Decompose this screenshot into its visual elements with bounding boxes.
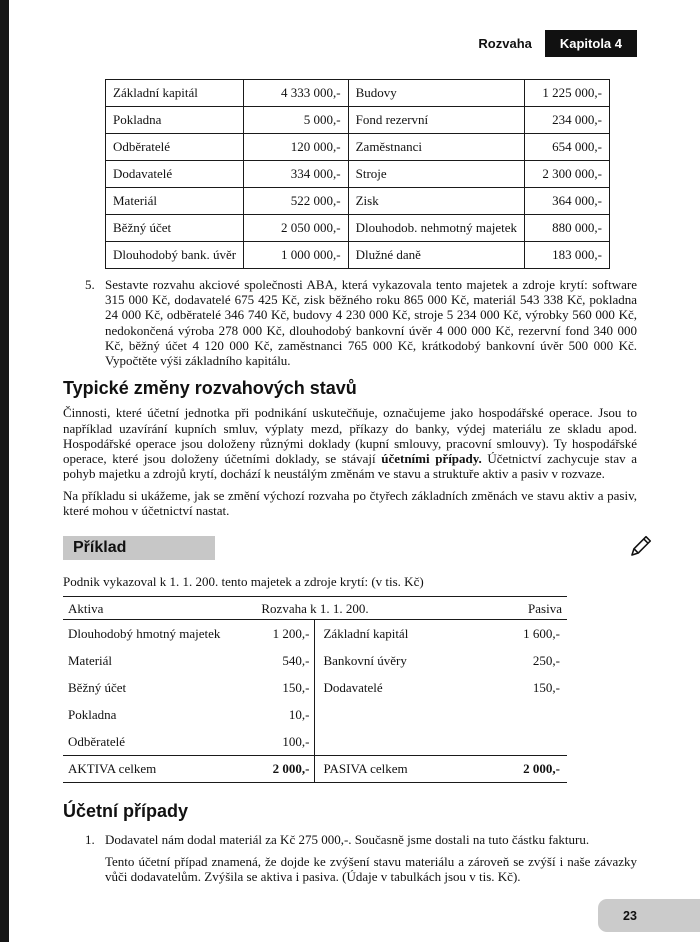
- case-text-line-2: Tento účetní případ znamená, že dojde ke zvýšení stavu materiálu a zároveň se zvýší i naše závazky vůči dodavatelům. Zvýšila se aktiva i pasiva. (Údaje v tabulkách jsou v tis. Kč).: [105, 854, 637, 885]
- case-item-1: [63, 832, 637, 885]
- account-value-cell: 120 000,-: [244, 134, 348, 161]
- table-row: [106, 107, 610, 134]
- rozvaha-header-pasiva: Pasiva: [528, 601, 562, 617]
- section-paragraph-1: [63, 405, 637, 481]
- account-name-cell: Stroje: [348, 161, 524, 188]
- paragraph-text: Činnosti, které účetní jednotka při podnikání uskutečňuje, označujeme jako hospodářské operace. Jsou to například uzavírání kupních smluv, výplaty mezd, příkazy do banky, výdej materiálu ze skladu apod. Hospodářské operace jsou doloženy různými doklady (kupní smlouvy, pracovní smlouvy). Ty hospodářské operace, které jsou doloženy účetními doklady, se stávají: [63, 405, 637, 467]
- account-name-cell: Budovy: [348, 80, 524, 107]
- totals-assets-label: AKTIVA celkem: [63, 755, 234, 782]
- account-name-cell: Odběratelé: [106, 134, 244, 161]
- account-name-cell: Pokladna: [106, 107, 244, 134]
- liability-value-cell: [466, 701, 567, 728]
- asset-value-cell: 100,-: [282, 733, 310, 749]
- liability-name-cell: Dodavatelé: [315, 674, 466, 701]
- table-row: [106, 215, 610, 242]
- asset-value-cell: 540,-: [282, 652, 310, 668]
- account-name-cell: Zisk: [348, 188, 524, 215]
- table-row: [63, 647, 567, 674]
- account-name-cell: Dlouhodob. nehmotný majetek: [348, 215, 524, 242]
- page-header: [63, 30, 637, 57]
- liability-name-cell: Základní kapitál: [315, 620, 466, 647]
- account-value-cell: 234 000,-: [525, 107, 610, 134]
- example-label: Příklad: [63, 536, 215, 560]
- asset-value-cell: 150,-: [282, 679, 310, 695]
- exercise-text: Sestavte rozvahu akciové společnosti ABA, která vykazovala tento majetek a zdroje krytí: software 315 000 Kč, dodavatelé 675 425 Kč, zisk běžného roku 865 000 Kč, materiál 543 338 Kč, pokladna 24 000 Kč, odběratelé 346 740 Kč, budovy 4 230 000 Kč, stroje 5 234 000 Kč, výrobky 560 000 Kč, nedokončená výroba 278 000 Kč, dlouhodobý bankovní úvěr 4 000 000 Kč, rezervní fond 340 000 Kč, běžný účet 4 120 000 Kč, zaměstnanci 765 000 Kč, krátkodobý bankovní úvěr 500 000 Kč. Vypočtěte výši základního kapitálu.: [105, 277, 637, 369]
- case-text-line-1: Dodavatel nám dodal materiál za Kč 275 000,-. Současně jsme dostali na tuto částku fakturu.: [105, 831, 590, 847]
- section-paragraph-2: Na příkladu si ukážeme, jak se změní výchozí rozvaha po čtyřech základních změnách ve stavu aktiv a pasiv, které mohou v účetnictví nastat.: [63, 487, 637, 518]
- header-section-title: Rozvaha: [478, 36, 532, 51]
- case-number: 1.: [85, 831, 95, 847]
- table-row: [106, 242, 610, 269]
- liability-name-cell: [315, 728, 466, 755]
- page-content: [63, 30, 637, 884]
- header-chapter-badge: Kapitola 4: [545, 30, 637, 57]
- asset-name-cell: Běžný účet: [68, 679, 127, 695]
- account-value-cell: 1 000 000,-: [244, 242, 348, 269]
- asset-value-cell: 10,-: [288, 706, 310, 722]
- account-value-cell: 334 000,-: [244, 161, 348, 188]
- table-row: [106, 134, 610, 161]
- paragraph-text: Účetnictví zachycuje stav a pohyb majetku a zdrojů krytí, dochází k neustálým změnám ve stavu a struktuře aktiv a pasiv v rozvaze.: [63, 451, 637, 482]
- section-title-typicke-zmeny: Typické změny rozvahových stavů: [63, 378, 357, 399]
- account-value-cell: 522 000,-: [244, 188, 348, 215]
- balance-accounts-table: [105, 79, 610, 269]
- example-header: [63, 532, 637, 564]
- table-row: [63, 674, 567, 701]
- table-row: [63, 620, 567, 647]
- table-row: [63, 728, 567, 755]
- case-text: [105, 832, 637, 885]
- account-value-cell: 4 333 000,-: [244, 80, 348, 107]
- account-name-cell: Dodavatelé: [106, 161, 244, 188]
- liability-name-cell: Bankovní úvěry: [315, 647, 466, 674]
- account-value-cell: 2 300 000,-: [525, 161, 610, 188]
- rozvaha-header-title: Rozvaha k 1. 1. 200.: [261, 601, 369, 617]
- totals-liabilities-label: PASIVA celkem: [315, 755, 466, 782]
- liability-value-cell: [466, 728, 567, 755]
- totals-assets-value: 2 000,-: [234, 755, 315, 782]
- account-value-cell: 654 000,-: [525, 134, 610, 161]
- liability-value-cell: 250,-: [532, 652, 560, 668]
- rozvaha-table-header: [63, 596, 567, 620]
- exercise-item-5: [63, 277, 637, 368]
- asset-name-cell: Dlouhodobý hmotný majetek: [68, 625, 221, 641]
- asset-name-cell: Odběratelé: [68, 733, 126, 749]
- table-row: [63, 701, 567, 728]
- account-name-cell: Základní kapitál: [106, 80, 244, 107]
- account-value-cell: 5 000,-: [244, 107, 348, 134]
- exercise-number: 5.: [85, 277, 95, 292]
- totals-row: [63, 755, 567, 782]
- page-number: 23: [623, 908, 637, 923]
- rozvaha-table: [63, 596, 567, 783]
- account-name-cell: Dlužné daně: [348, 242, 524, 269]
- liability-value-cell: 150,-: [532, 679, 560, 695]
- account-value-cell: 183 000,-: [525, 242, 610, 269]
- account-name-cell: Zaměstnanci: [348, 134, 524, 161]
- liability-value-cell: 1 600,-: [523, 625, 560, 641]
- account-name-cell: Materiál: [106, 188, 244, 215]
- table-row: [106, 161, 610, 188]
- left-edge-bar: [0, 0, 9, 942]
- asset-value-cell: 1 200,-: [272, 625, 310, 641]
- account-value-cell: 880 000,-: [525, 215, 610, 242]
- section-title-ucetni-pripady: Účetní případy: [63, 800, 189, 821]
- account-value-cell: 2 050 000,-: [244, 215, 348, 242]
- table-row: [106, 80, 610, 107]
- account-value-cell: 364 000,-: [525, 188, 610, 215]
- paragraph-bold-term: účetními případy.: [381, 451, 482, 467]
- account-name-cell: Fond rezervní: [348, 107, 524, 134]
- totals-liabilities-value: 2 000,-: [466, 755, 567, 782]
- liability-name-cell: [315, 701, 466, 728]
- example-intro: Podnik vykazoval k 1. 1. 200. tento majetek a zdroje krytí: (v tis. Kč): [63, 574, 424, 590]
- table-row: [106, 188, 610, 215]
- rozvaha-header-aktiva: Aktiva: [68, 601, 104, 617]
- rozvaha-table-body: [63, 620, 567, 783]
- asset-name-cell: Pokladna: [68, 706, 117, 722]
- account-name-cell: Dlouhodobý bank. úvěr: [106, 242, 244, 269]
- account-value-cell: 1 225 000,-: [525, 80, 610, 107]
- asset-name-cell: Materiál: [68, 652, 113, 668]
- footer-page-tab: [598, 899, 700, 932]
- writing-hand-icon: [628, 532, 655, 564]
- account-name-cell: Běžný účet: [106, 215, 244, 242]
